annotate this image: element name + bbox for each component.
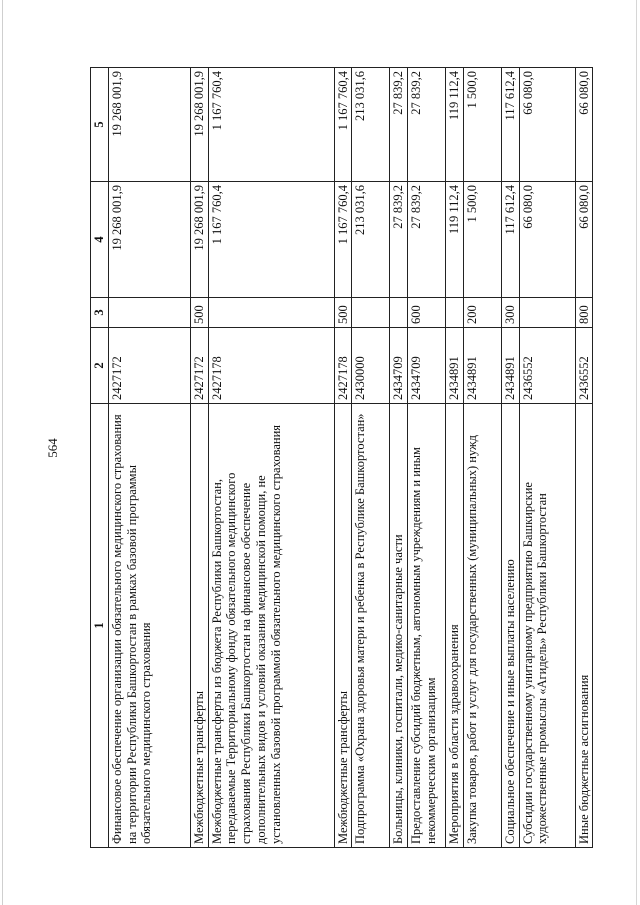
scan-edge-left	[2, 0, 3, 905]
row-name: Финансовое обеспечение организации обязательного медицинского страхования на территории Республики Башкортостан в рамках базовой программы обязательного медицинского страхования	[108, 404, 190, 848]
row-code: 2434709	[390, 328, 408, 404]
row-code: 2434891	[501, 328, 519, 404]
row-name: Межбюджетные трансферты из бюджета Республики Башкортостан, передаваемые Территориальному фонду обязательного медицинского страхования Республики Башкортостан на финансовое обеспечение дополнительных видов и условий оказания медицинской помощи, не установленных базовой программой обязательного медицинского страхования	[208, 404, 334, 848]
row-name: Межбюджетные трансферты	[334, 404, 352, 848]
row-value-5: 66 080,0	[519, 68, 575, 182]
row-value-4: 19 268 001,9	[108, 182, 190, 298]
row-type	[519, 298, 575, 328]
row-name: Межбюджетные трансферты	[190, 404, 208, 848]
row-value-5: 1 167 760,4	[334, 68, 352, 182]
header-row	[91, 68, 109, 848]
row-value-4: 1 167 760,4	[334, 182, 352, 298]
row-value-4: 1 500,0	[463, 182, 501, 298]
row-value-5: 1 500,0	[463, 68, 501, 182]
row-type	[352, 298, 390, 328]
header-col-2: 2	[91, 328, 109, 404]
row-name: Социальное обеспечение и иные выплаты населению	[501, 404, 519, 848]
row-value-5: 27 839,2	[408, 68, 446, 182]
row-value-5: 119 112,4	[446, 68, 464, 182]
row-type: 500	[334, 298, 352, 328]
table-row	[334, 68, 352, 848]
row-type: 500	[190, 298, 208, 328]
row-value-5: 19 268 001,9	[108, 68, 190, 182]
table-row	[575, 68, 593, 848]
row-value-5: 213 031,6	[352, 68, 390, 182]
row-code: 2434709	[408, 328, 446, 404]
row-code: 2434891	[463, 328, 501, 404]
row-value-5: 19 268 001,9	[190, 68, 208, 182]
row-value-5: 27 839,2	[390, 68, 408, 182]
row-name: Иные бюджетные ассигнования	[575, 404, 593, 848]
row-code: 2427172	[190, 328, 208, 404]
row-type: 600	[408, 298, 446, 328]
table-row	[446, 68, 464, 848]
table-row	[519, 68, 575, 848]
row-code: 2434891	[446, 328, 464, 404]
row-name: Субсидии государственному унитарному предприятию Башкирские художественные промыслы «Агидель» Республики Башкортостан	[519, 404, 575, 848]
row-code: 2436552	[575, 328, 593, 404]
row-value-4: 213 031,6	[352, 182, 390, 298]
row-code: 2427172	[108, 328, 190, 404]
row-type: 200	[463, 298, 501, 328]
row-type	[390, 298, 408, 328]
scan-edge-right	[636, 0, 637, 905]
row-value-4: 27 839,2	[390, 182, 408, 298]
row-name: Закупка товаров, работ и услуг для государственных (муниципальных) нужд	[463, 404, 501, 848]
row-type	[208, 298, 334, 328]
row-value-4: 119 112,4	[446, 182, 464, 298]
row-name: Больницы, клиники, госпитали, медико-санитарные части	[390, 404, 408, 848]
row-name: Мероприятия в области здравоохранения	[446, 404, 464, 848]
table-row	[108, 68, 190, 848]
table-row	[408, 68, 446, 848]
table-row	[352, 68, 390, 848]
budget-table	[90, 67, 593, 848]
row-value-4: 27 839,2	[408, 182, 446, 298]
row-value-5: 66 080,0	[575, 68, 593, 182]
row-value-5: 117 612,4	[501, 68, 519, 182]
row-name: Подпрограмма «Охрана здоровья матери и ребенка в Республике Башкортостан»	[352, 404, 390, 848]
row-type	[108, 298, 190, 328]
row-code: 2427178	[334, 328, 352, 404]
table-row	[463, 68, 501, 848]
rotated-table-container	[90, 68, 591, 848]
row-value-5: 1 167 760,4	[208, 68, 334, 182]
row-value-4: 66 080,0	[575, 182, 593, 298]
header-col-4: 4	[91, 182, 109, 298]
page-number: 564	[45, 438, 60, 458]
table-row	[501, 68, 519, 848]
row-value-4: 19 268 001,9	[190, 182, 208, 298]
row-type	[446, 298, 464, 328]
row-value-4: 66 080,0	[519, 182, 575, 298]
header-col-3: 3	[91, 298, 109, 328]
row-code: 2430000	[352, 328, 390, 404]
row-name: Предоставление субсидий бюджетным, автономным учреждениям и иным некоммерческим организациям	[408, 404, 446, 848]
row-code: 2427178	[208, 328, 334, 404]
table-row	[390, 68, 408, 848]
header-col-5: 5	[91, 68, 109, 182]
table-row	[208, 68, 334, 848]
header-col-1: 1	[91, 404, 109, 848]
table-row	[190, 68, 208, 848]
row-code: 2436552	[519, 328, 575, 404]
row-value-4: 117 612,4	[501, 182, 519, 298]
row-type: 300	[501, 298, 519, 328]
row-type: 800	[575, 298, 593, 328]
row-value-4: 1 167 760,4	[208, 182, 334, 298]
